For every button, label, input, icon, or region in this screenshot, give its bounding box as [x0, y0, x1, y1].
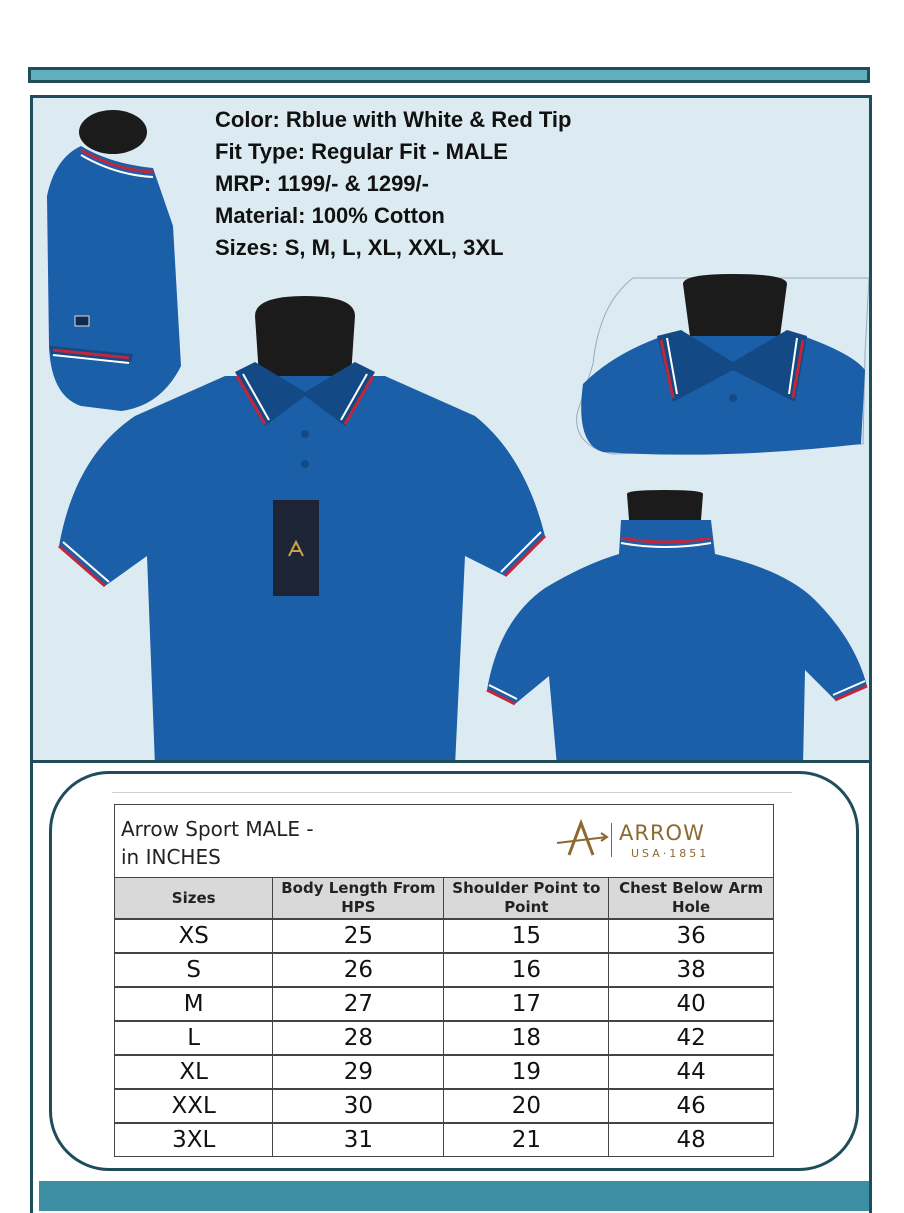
cell-size: L — [115, 1021, 273, 1055]
cell-size: 3XL — [115, 1123, 273, 1157]
col-header-shoulder: Shoulder Point to Point — [444, 878, 609, 920]
size-chart-card — [114, 804, 774, 1157]
brand-tagline: USA·1851 — [631, 847, 710, 860]
cell-shoulder: 19 — [444, 1055, 609, 1089]
col-header-sizes: Sizes — [115, 878, 273, 920]
cell-chest: 40 — [609, 987, 774, 1021]
table-row — [115, 1021, 774, 1055]
spec-color: Color: Rblue with White & Red Tip — [215, 107, 572, 132]
brand-name: ARROW — [619, 821, 705, 845]
cell-chest: 48 — [609, 1123, 774, 1157]
cell-body-length: 26 — [273, 953, 444, 987]
shirt-collar-closeup-image — [573, 274, 872, 460]
top-accent-bar — [28, 67, 870, 83]
size-chart-title: Arrow Sport MALE - in INCHES — [121, 817, 314, 869]
table-header-row — [115, 878, 774, 920]
cell-body-length: 29 — [273, 1055, 444, 1089]
logo-divider — [611, 823, 612, 857]
arrow-a-logo-icon — [555, 819, 609, 859]
bottom-accent-bar — [39, 1181, 869, 1211]
cell-body-length: 28 — [273, 1021, 444, 1055]
spec-mrp: MRP: 1199/- & 1299/- — [215, 171, 429, 196]
table-row — [115, 1089, 774, 1123]
product-specs — [215, 104, 571, 264]
spec-fit-type: Fit Type: Regular Fit - MALE — [215, 139, 508, 164]
divider — [112, 792, 792, 793]
col-header-body-length: Body Length From HPS — [273, 878, 444, 920]
cell-chest: 46 — [609, 1089, 774, 1123]
size-chart-table — [114, 877, 774, 1157]
cell-size: XXL — [115, 1089, 273, 1123]
spec-sizes: Sizes: S, M, L, XL, XXL, 3XL — [215, 235, 504, 260]
cell-shoulder: 21 — [444, 1123, 609, 1157]
size-chart-header — [114, 804, 774, 877]
cell-size: M — [115, 987, 273, 1021]
table-row — [115, 1055, 774, 1089]
cell-size: XS — [115, 919, 273, 953]
size-chart-section — [30, 763, 872, 1213]
cell-chest: 36 — [609, 919, 774, 953]
product-photo-panel — [30, 95, 872, 763]
cell-shoulder: 16 — [444, 953, 609, 987]
cell-chest: 38 — [609, 953, 774, 987]
shirt-back-view-image — [485, 490, 869, 763]
cell-size: XL — [115, 1055, 273, 1089]
size-chart-frame — [49, 771, 859, 1171]
spec-material: Material: 100% Cotton — [215, 203, 445, 228]
cell-shoulder: 17 — [444, 987, 609, 1021]
cell-shoulder: 18 — [444, 1021, 609, 1055]
cell-chest: 42 — [609, 1021, 774, 1055]
arrow-brand-logo — [555, 819, 745, 859]
table-row — [115, 953, 774, 987]
table-row — [115, 987, 774, 1021]
cell-body-length: 25 — [273, 919, 444, 953]
cell-body-length: 31 — [273, 1123, 444, 1157]
cell-body-length: 27 — [273, 987, 444, 1021]
cell-size: S — [115, 953, 273, 987]
table-row — [115, 1123, 774, 1157]
cell-chest: 44 — [609, 1055, 774, 1089]
col-header-chest: Chest Below Arm Hole — [609, 878, 774, 920]
cell-body-length: 30 — [273, 1089, 444, 1123]
cell-shoulder: 20 — [444, 1089, 609, 1123]
table-row — [115, 919, 774, 953]
cell-shoulder: 15 — [444, 919, 609, 953]
shirt-front-view-image — [55, 296, 555, 763]
